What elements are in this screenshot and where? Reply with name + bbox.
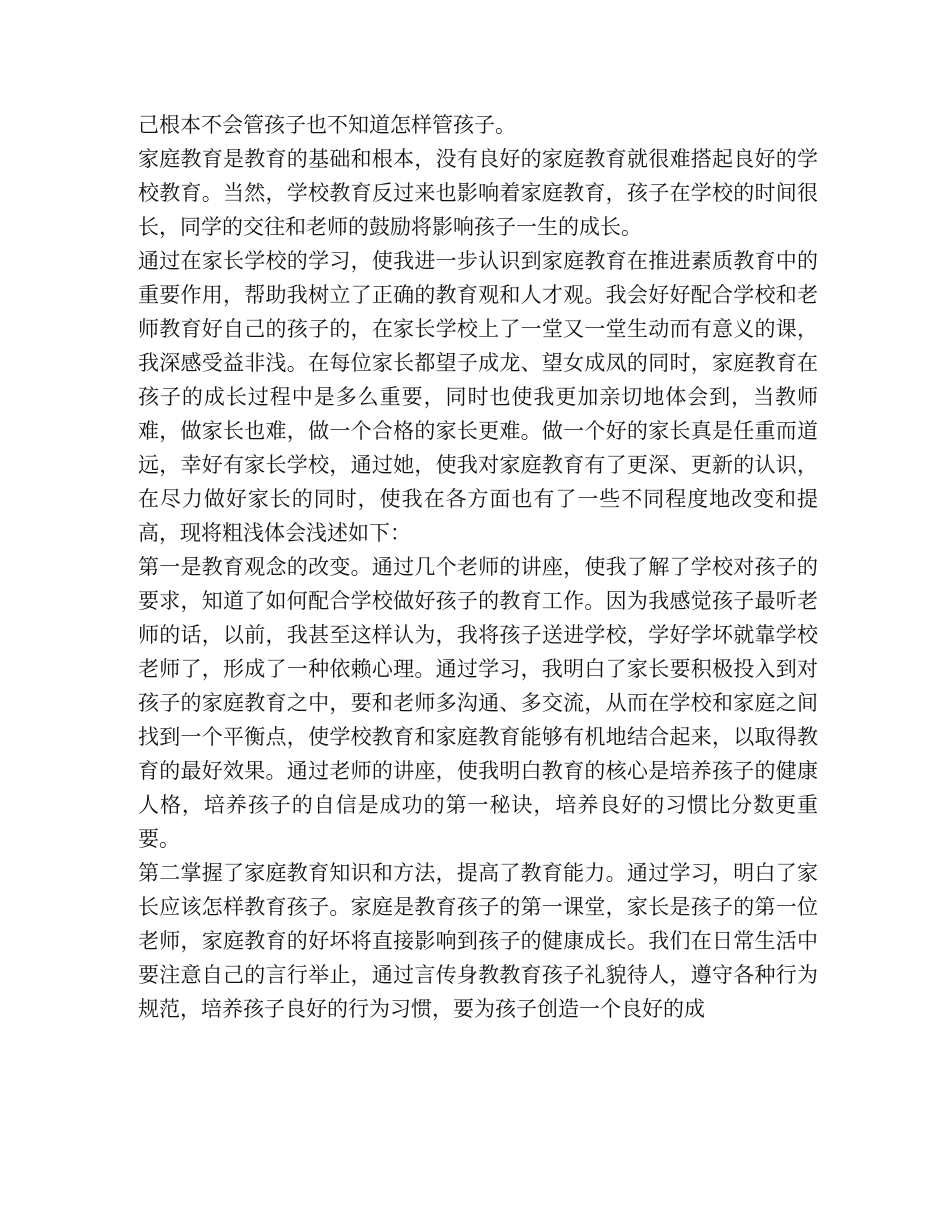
document-body xyxy=(138,108,818,1026)
paragraph-5: 第二掌握了家庭教育知识和方法，提高了教育能力。通过学习，明白了家长应该怎样教育孩子。家庭是教育孩子的第一课堂，家长是孩子的第一位老师，家庭教育的好坏将直接影响到孩子的健康成长。我们在日常生活中要注意自己的言行举止，通过言传身教教育孩子礼貌待人，遵守各种行为规范，培养孩子良好的行为习惯，要为孩子创造一个良好的成 xyxy=(138,861,818,1021)
paragraph-2: 家庭教育是教育的基础和根本，没有良好的家庭教育就很难搭起良好的学校教育。当然，学校教育反过来也影响着家庭教育，孩子在学校的时间很长，同学的交往和老师的鼓励将影响孩子一生的成长。 xyxy=(138,147,818,239)
paragraph-1: 己根本不会管孩子也不知道怎样管孩子。 xyxy=(138,113,516,137)
paragraph-4: 第一是教育观念的改变。通过几个老师的讲座，使我了解了学校对孩子的要求，知道了如何配合学校做好孩子的教育工作。因为我感觉孩子最听老师的话，以前，我甚至这样认为，我将孩子送进学校，学好学坏就靠学校老师了，形成了一种依赖心理。通过学习，我明白了家长要积极投入到对孩子的家庭教育之中，要和老师多沟通、多交流，从而在学校和家庭之间找到一个平衡点，使学校教育和家庭教育能够有机地结合起来，以取得教育的最好效果。通过老师的讲座，使我明白教育的核心是培养孩子的健康人格，培养孩子的自信是成功的第一秘诀，培养良好的习惯比分数更重要。 xyxy=(138,555,818,851)
paragraph-3: 通过在家长学校的学习，使我进一步认识到家庭教育在推进素质教育中的重要作用，帮助我树立了正确的教育观和人才观。我会好好配合学校和老师教育好自己的孩子的，在家长学校上了一堂又一堂生动而有意义的课，我深感受益非浅。在每位家长都望子成龙、望女成凤的同时，家庭教育在孩子的成长过程中是多么重要，同时也使我更加亲切地体会到，当教师难，做家长也难，做一个合格的家长更难。做一个好的家长真是任重而道远，幸好有家长学校，通过她，使我对家庭教育有了更深、更新的认识，在尽力做好家长的同时，使我在各方面也有了一些不同程度地改变和提高，现将粗浅体会浅述如下： xyxy=(138,249,818,545)
